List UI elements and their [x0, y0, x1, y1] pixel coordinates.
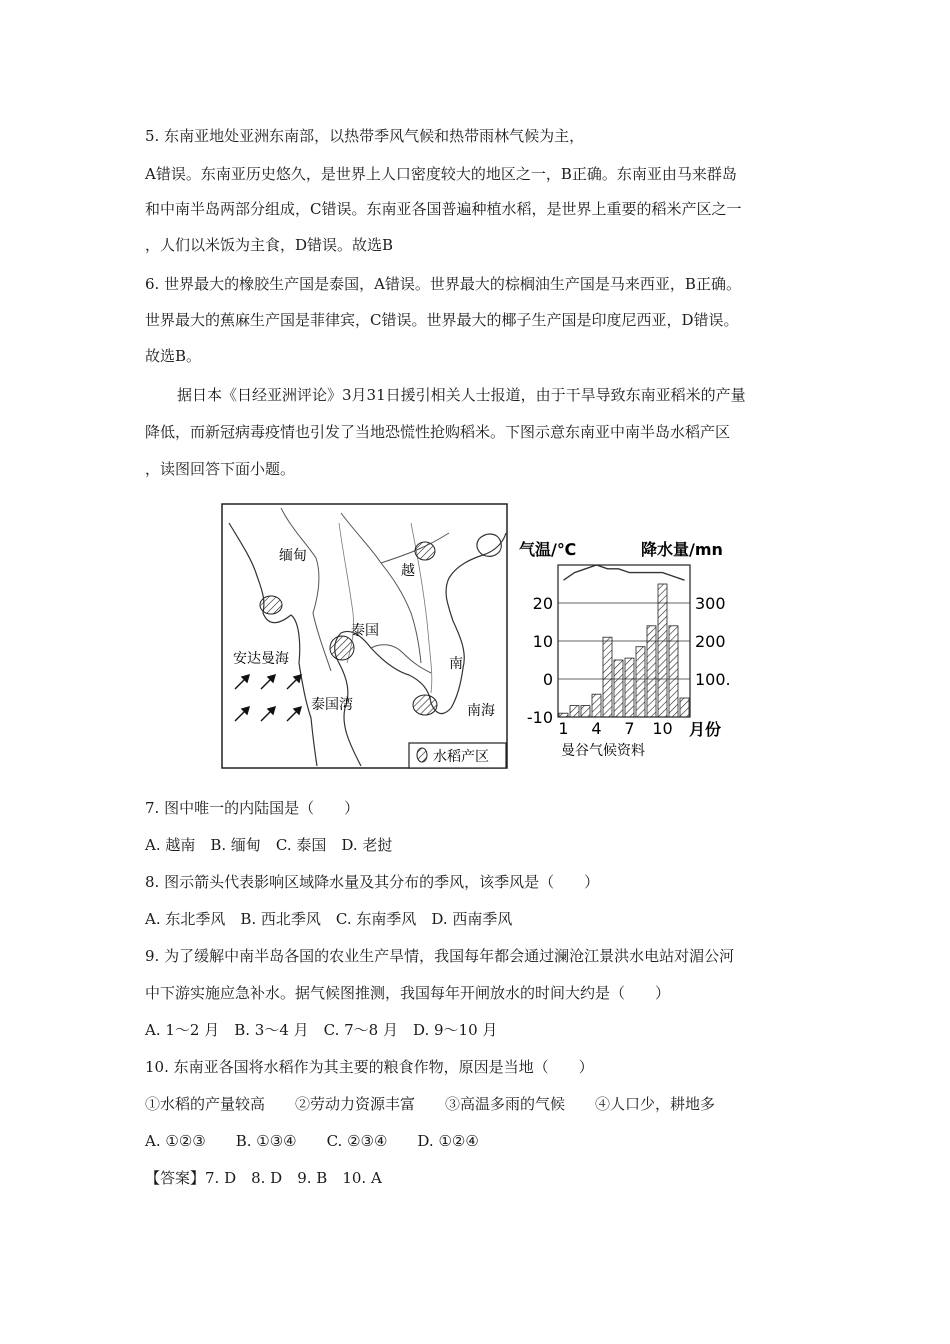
- label-vietnam: 越: [401, 563, 415, 579]
- precip-bar: [603, 637, 612, 717]
- q7-stem: 7. 图中唯一的内陆国是（ ）: [145, 799, 360, 817]
- x-tick-labels: [558, 719, 672, 738]
- right-tick-label: 200: [695, 632, 726, 651]
- left-tick-labels: [527, 594, 553, 727]
- legend-hatch-icon: [417, 748, 427, 762]
- temp-axis-label: 气温/℃: [519, 540, 577, 559]
- precip-bar: [592, 694, 601, 717]
- map: [222, 504, 507, 768]
- rice-region: [415, 542, 435, 560]
- rice-region: [330, 636, 354, 660]
- left-tick-label: 10: [532, 632, 553, 651]
- right-tick-label: 300: [695, 594, 726, 613]
- q9-stem-line: 9. 为了缓解中南半岛各国的农业生产旱情，我国每年都会通过澜沧江景洪水电站对湄公河: [145, 947, 735, 965]
- precip-bar: [559, 713, 568, 717]
- x-tick-label: 4: [591, 719, 602, 738]
- rice-region: [260, 596, 282, 614]
- chart-title: 曼谷气候资料: [561, 743, 645, 759]
- climate-chart: [519, 540, 731, 759]
- q6-explanation-line: 故选B。: [145, 347, 202, 365]
- passage-line: ，读图回答下面小题。: [145, 460, 296, 478]
- q6-explanation-line: 6. 世界最大的橡胶生产国是泰国，A错误。世界最大的棕榈油生产国是马来西亚，B正确。: [145, 275, 741, 293]
- precip-bar: [680, 698, 689, 717]
- map-legend: [409, 743, 506, 768]
- q5-explanation-line: 5. 东南亚地处亚洲东南部，以热带季风气候和热带雨林气候为主，: [145, 127, 585, 145]
- precip-bar: [636, 647, 645, 717]
- precip-bar: [658, 584, 667, 717]
- q7-options: A. 越南 B. 缅甸 C. 泰国 D. 老挝: [145, 836, 393, 854]
- precip-bar: [647, 626, 656, 717]
- answer-key: 【答案】7. D 8. D 9. B 10. A: [145, 1169, 382, 1187]
- figure-svg: [221, 503, 741, 771]
- q10-stem: 10. 东南亚各国将水稻作为其主要的粮食作物，原因是当地（ ）: [145, 1058, 594, 1076]
- q5-explanation-line: A错误。东南亚历史悠久，是世界上人口密度较大的地区之一，B正确。东南亚由马来群岛: [145, 165, 737, 183]
- passage-line: 据日本《日经亚洲评论》3月31日援引相关人士报道，由于干旱导致东南亚稻米的产量: [177, 386, 746, 404]
- left-tick-label: -10: [526, 708, 553, 727]
- precip-bars: [559, 584, 689, 717]
- q8-options: A. 东北季风 B. 西北季风 C. 东南季风 D. 西南季风: [145, 910, 513, 928]
- label-vietnam-south: 南: [449, 656, 463, 672]
- q5-explanation-line: ，人们以米饭为主食，D错误。故选B: [145, 236, 394, 254]
- x-tick-label: 7: [624, 719, 635, 738]
- q9-options: A. 1～2 月 B. 3～4 月 C. 7～8 月 D. 9～10 月: [145, 1021, 498, 1039]
- precip-bar: [625, 658, 634, 717]
- precip-bar: [581, 706, 590, 717]
- right-tick-label: 100.: [695, 670, 731, 689]
- x-tick-label: 10: [652, 719, 673, 738]
- x-tick-label: 1: [558, 719, 569, 738]
- label-south-china-sea: 南海: [467, 703, 495, 719]
- precip-bar: [614, 660, 623, 717]
- passage-line: 降低，而新冠病毒疫情也引发了当地恐慌性抢购稻米。下图示意东南亚中南半岛水稻产区: [145, 423, 731, 441]
- x-unit-label: 月份: [689, 720, 722, 739]
- left-tick-label: 20: [532, 594, 553, 613]
- right-tick-labels: [695, 594, 731, 689]
- q8-stem: 8. 图示箭头代表影响区域降水量及其分布的季风，该季风是（ ）: [145, 873, 600, 891]
- q5-explanation-line: 和中南半岛两部分组成，C错误。东南亚各国普遍种植水稻，是世界上重要的稻米产区之一: [145, 200, 742, 218]
- temp-curve: [564, 565, 685, 580]
- precip-bar: [570, 706, 579, 717]
- rice-region: [413, 695, 437, 715]
- figure: [221, 503, 741, 771]
- label-myanmar: 缅甸: [279, 548, 307, 564]
- left-tick-label: 0: [542, 670, 553, 689]
- q10-options: A. ①②③ B. ①③④ C. ②③④ D. ①②④: [145, 1132, 479, 1150]
- precip-axis-label: 降水量/mn: [641, 540, 723, 559]
- q9-stem-line: 中下游实施应急补水。据气候图推测，我国每年开闸放水的时间大约是（ ）: [145, 984, 671, 1002]
- precip-bar: [669, 626, 678, 717]
- legend-label: 水稻产区: [433, 749, 489, 765]
- q6-explanation-line: 世界最大的蕉麻生产国是菲律宾，C错误。世界最大的椰子生产国是印度尼西亚，D错误。: [145, 311, 739, 329]
- label-thailand: 泰国: [351, 623, 379, 639]
- label-andaman-sea: 安达曼海: [233, 651, 289, 667]
- label-gulf-of-thailand: 泰国湾: [311, 697, 353, 713]
- q10-items: ①水稻的产量较高 ②劳动力资源丰富 ③高温多雨的气候 ④人口少，耕地多: [145, 1095, 716, 1113]
